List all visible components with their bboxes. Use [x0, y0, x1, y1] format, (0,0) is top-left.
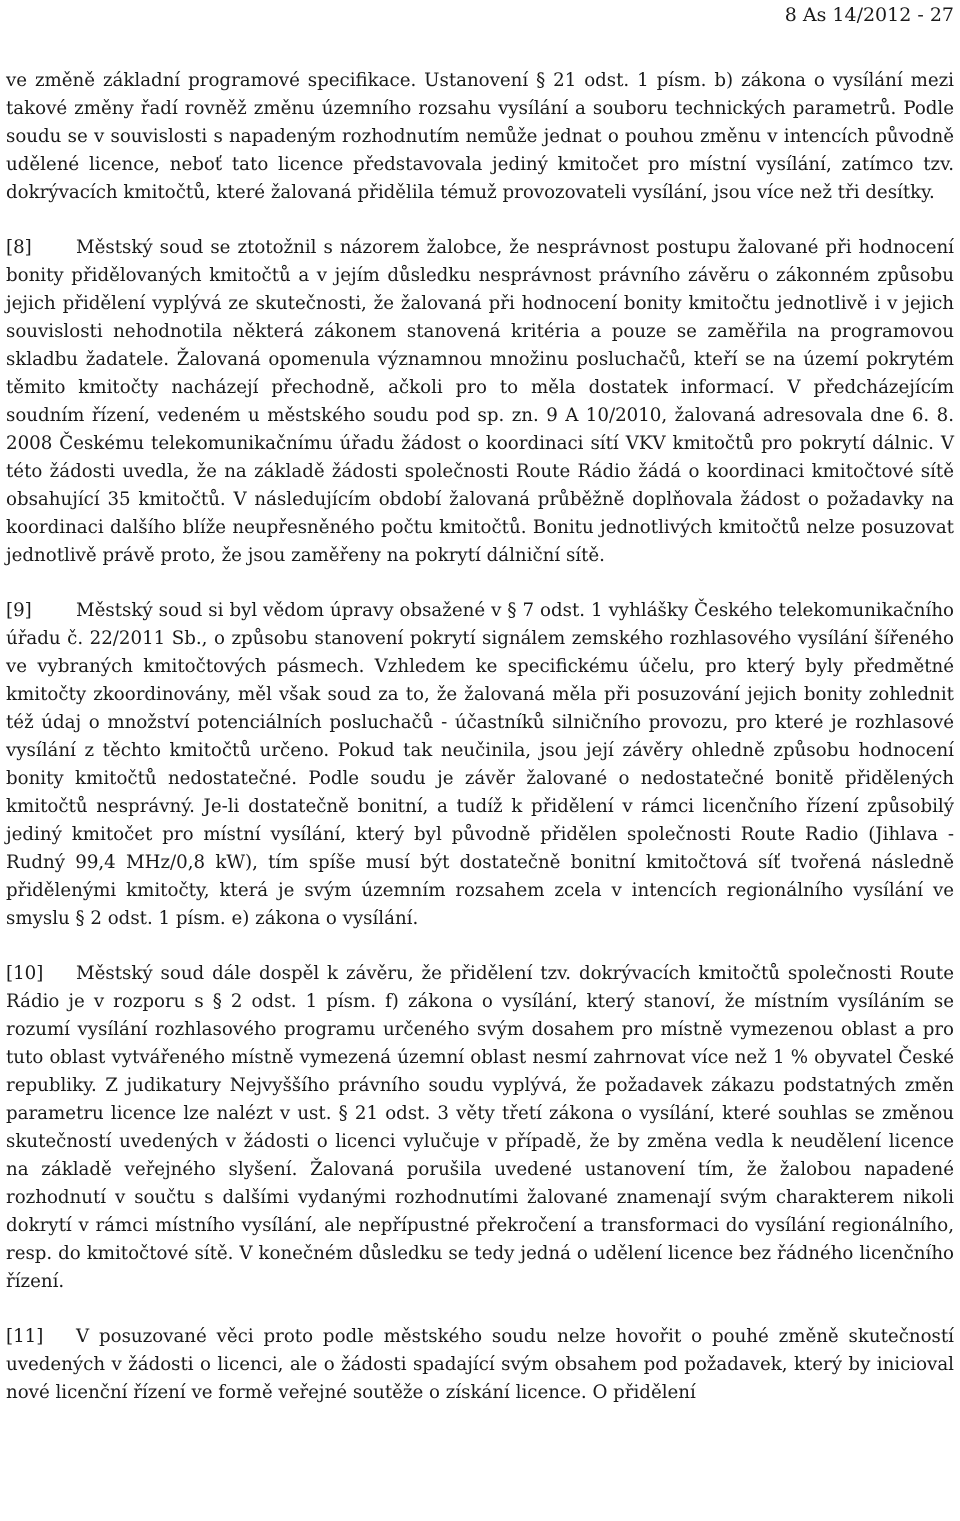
paragraph-number: [9] — [6, 600, 32, 621]
paragraph-text: Městský soud dále dospěl k závěru, že přidělení tzv. dokrývacích kmitočtů společnosti Route Rádio je v rozporu s § 2 odst. 1 písm. f) zákona o vysílání, který stanoví, že místním vysíláním se rozumí vysílání rozhlasového programu určeného svým dosahem pro místně vymezenou oblast a pro tuto oblast vytvářeného místně vymezená územní oblast nesmí zahrnovat více než 1 % obyvatel České republiky. Z judikatury Nejvyššího právního soudu vyplývá, že požadavek zákazu podstatných změn parametru licence lze nalézt v ust. § 21 odst. 3 věty třetí zákona o vysílání, které souhlas se změnou skutečností uvedených v žádosti o licenci vylučuje v případě, že by změna vedla k neudělení licence na základě veřejného slyšení. Žalovaná porušila uvedené ustanovení tím, že žalobou napadené rozhodnutí v součtu s dalšími vydanými rozhodnutími žalované znamenají svým charakterem nikoli dokrytí v rámci místního vysílání, ale nepřípustné překročení a transformaci do vysílání regionálního, resp. do kmitočtové sítě. V konečném důsledku se tedy jedná o udělení licence bez řádného licenčního řízení. — [6, 963, 954, 1292]
paragraph-11 — [6, 1323, 954, 1407]
paragraph-continuation — [6, 67, 954, 207]
case-number-header: 8 As 14/2012 - 27 — [784, 4, 954, 26]
paragraph-8 — [6, 234, 954, 570]
paragraph-9 — [6, 597, 954, 933]
paragraph-text: ve změně základní programové specifikace. Ustanovení § 21 odst. 1 písm. b) zákona o vysílání mezi takové změny řadí rovněž změnu územního rozsahu vysílání a souboru technických parametrů. Podle soudu se v souvislosti s napadeným rozhodnutím nemůže jednat o pouhou změnu v intencích původně udělené licence, neboť tato licence představovala jediný kmitočet pro místní vysílání, zatímco tzv. dokrývacích kmitočtů, které žalovaná přidělila témuž provozovateli vysílání, jsou více než tři desítky. — [6, 70, 954, 203]
paragraph-number: [11] — [6, 1326, 44, 1347]
paragraph-number: [8] — [6, 237, 32, 258]
paragraph-text: Městský soud se ztotožnil s názorem žalobce, že nesprávnost postupu žalované při hodnocení bonity přidělovaných kmitočtů a v jejím důsledku nesprávnost právního závěru o zákonném způsobu jejich přidělení vyplývá ze skutečnosti, že žalovaná při hodnocení bonity kmitočtu jednotlivě i v jejich souvislosti nehodnotila některá zákonem stanovená kritéria a pouze se zaměřila na programovou skladbu žadatele. Žalovaná opomenula významnou množinu posluchačů, kteří se na území pokrytém těmito kmitočty nacházejí přechodně, ačkoli pro to měla dostatek informací. V předcházejícím soudním řízení, vedeném u městského soudu pod sp. zn. 9 A 10/2010, žalovaná adresovala dne 6. 8. 2008 Českému telekomunikačnímu úřadu žádost o koordinaci sítí VKV kmitočtů pro pokrytí dálnic. V této žádosti uvedla, že na základě žádosti společnosti Route Rádio žádá o koordinaci kmitočtové sítě obsahující 35 kmitočtů. V následujícím období žalovaná průběžně doplňovala žádost o požadavky na koordinaci dalšího blíže neupřesněného počtu kmitočtů. Bonitu jednotlivých kmitočtů nelze posuzovat jednotlivě právě proto, že jsou zaměřeny na pokrytí dálniční sítě. — [6, 237, 954, 566]
paragraph-number: [10] — [6, 963, 44, 984]
paragraph-text: Městský soud si byl vědom úpravy obsažené v § 7 odst. 1 vyhlášky Českého telekomunikačního úřadu č. 22/2011 Sb., o způsobu stanovení pokrytí signálem zemského rozhlasového vysílání šířeného ve vybraných kmitočtových pásmech. Vzhledem ke specifickému účelu, pro který byly předmětné kmitočty zkoordinovány, měl však soud za to, že žalovaná měla při posuzování jejich bonity zohlednit též údaj o množství potenciálních posluchačů - účastníků silničního provozu, pro které je rozhlasové vysílání z těchto kmitočtů určeno. Pokud tak neučinila, jsou její závěry ohledně způsobu hodnocení bonity kmitočtů nedostatečné. Podle soudu je závěr žalované o nedostatečné bonitě přidělených kmitočtů nesprávný. Je-li dostatečně bonitní, a tudíž k přidělení v rámci licenčního řízení způsobilý jediný kmitočet pro místní vysílání, který byl původně přidělen společnosti Route Radio (Jihlava -Rudný 99,4 MHz/0,8 kW), tím spíše musí být dostatečně bonitní kmitočtová síť tvořená následně přidělenými kmitočty, která je svým územním rozsahem zcela v intencích regionálního vysílání ve smyslu § 2 odst. 1 písm. e) zákona o vysílání. — [6, 600, 954, 929]
paragraph-text: V posuzované věci proto podle městského soudu nelze hovořit o pouhé změně skutečností uvedených v žádosti o licenci, ale o žádosti spadající svým obsahem pod požadavek, který by inicioval nové licenční řízení ve formě veřejné soutěže o získání licence. O přidělení — [6, 1326, 954, 1403]
document-body — [6, 67, 954, 1434]
paragraph-10 — [6, 960, 954, 1296]
